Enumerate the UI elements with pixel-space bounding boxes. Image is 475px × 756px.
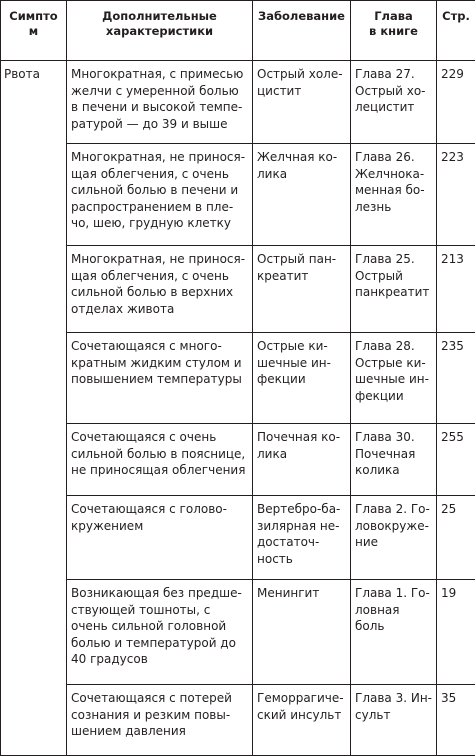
header-disease: Заболевание <box>253 1 351 61</box>
characteristics-cell: Сочетающаяся с потерей сознания и резким повы-шением давления <box>67 685 253 756</box>
symptom-cell: Рвота <box>1 61 67 756</box>
table-row <box>1 496 475 580</box>
table-row <box>1 424 475 496</box>
characteristics-cell: Многократная, не принося-щая облегчения, с очень сильной болью в верхних отделах живота <box>67 246 253 333</box>
table-row <box>1 580 475 685</box>
header-row <box>1 1 475 61</box>
header-chapter: Глава в книге <box>351 1 437 61</box>
table-row <box>1 61 475 144</box>
page-cell: 213 <box>437 246 475 333</box>
table-row <box>1 246 475 333</box>
disease-cell: Острые ки-шечные ин-фекции <box>253 333 351 424</box>
table-row <box>1 685 475 756</box>
page-cell: 229 <box>437 61 475 144</box>
disease-cell: Вертебро-ба-зилярная не-достаточ-ность <box>253 496 351 580</box>
page-cell: 235 <box>437 333 475 424</box>
disease-cell: Менингит <box>253 580 351 685</box>
header-symptom: Симптом <box>1 1 67 61</box>
table-row <box>1 144 475 246</box>
chapter-cell: Глава 3. Ин-сульт <box>351 685 437 756</box>
chapter-cell: Глава 26. Желчнока-менная бо-лезнь <box>351 144 437 246</box>
chapter-cell: Глава 30. Почечная колика <box>351 424 437 496</box>
page-cell: 35 <box>437 685 475 756</box>
chapter-cell: Глава 1. Го-ловная боль <box>351 580 437 685</box>
page-cell: 19 <box>437 580 475 685</box>
characteristics-cell: Возникающая без предше-ствующей тошноты, с очень сильной головной болью и температурой до 40 градусов <box>67 580 253 685</box>
disease-cell: Острый холе-цистит <box>253 61 351 144</box>
chapter-cell: Глава 27. Острый хо-лецистит <box>351 61 437 144</box>
characteristics-cell: Многократная, не принося-щая облегчения, с очень сильной болью в печени и распространением в пле-чо, шею, грудную клетку <box>67 144 253 246</box>
disease-cell: Острый пан-креатит <box>253 246 351 333</box>
chapter-cell: Глава 2. Го-ловокруже-ние <box>351 496 437 580</box>
characteristics-cell: Сочетающаяся с много-кратным жидким стулом и повышением температуры <box>67 333 253 424</box>
characteristics-cell: Сочетающаяся с голово-кружением <box>67 496 253 580</box>
page-cell: 25 <box>437 496 475 580</box>
chapter-cell: Глава 28. Острые ки-шечные ин-фекции <box>351 333 437 424</box>
disease-cell: Геморрагиче-ский инсульт <box>253 685 351 756</box>
disease-cell: Почечная ко-лика <box>253 424 351 496</box>
page-cell: 255 <box>437 424 475 496</box>
characteristics-cell: Многократная, с примесью желчи с умеренной болью в печени и высокой темпе-ратурой — до 39 и выше <box>67 61 253 144</box>
disease-cell: Желчная ко-лика <box>253 144 351 246</box>
header-page: Стр. <box>437 1 475 61</box>
chapter-cell: Глава 25. Острый панкреатит <box>351 246 437 333</box>
table-row <box>1 333 475 424</box>
page-cell: 223 <box>437 144 475 246</box>
characteristics-cell: Сочетающаяся с очень сильной болью в пояснице, не приносящая облегчения <box>67 424 253 496</box>
header-characteristics: Дополнительные характеристики <box>67 1 253 61</box>
